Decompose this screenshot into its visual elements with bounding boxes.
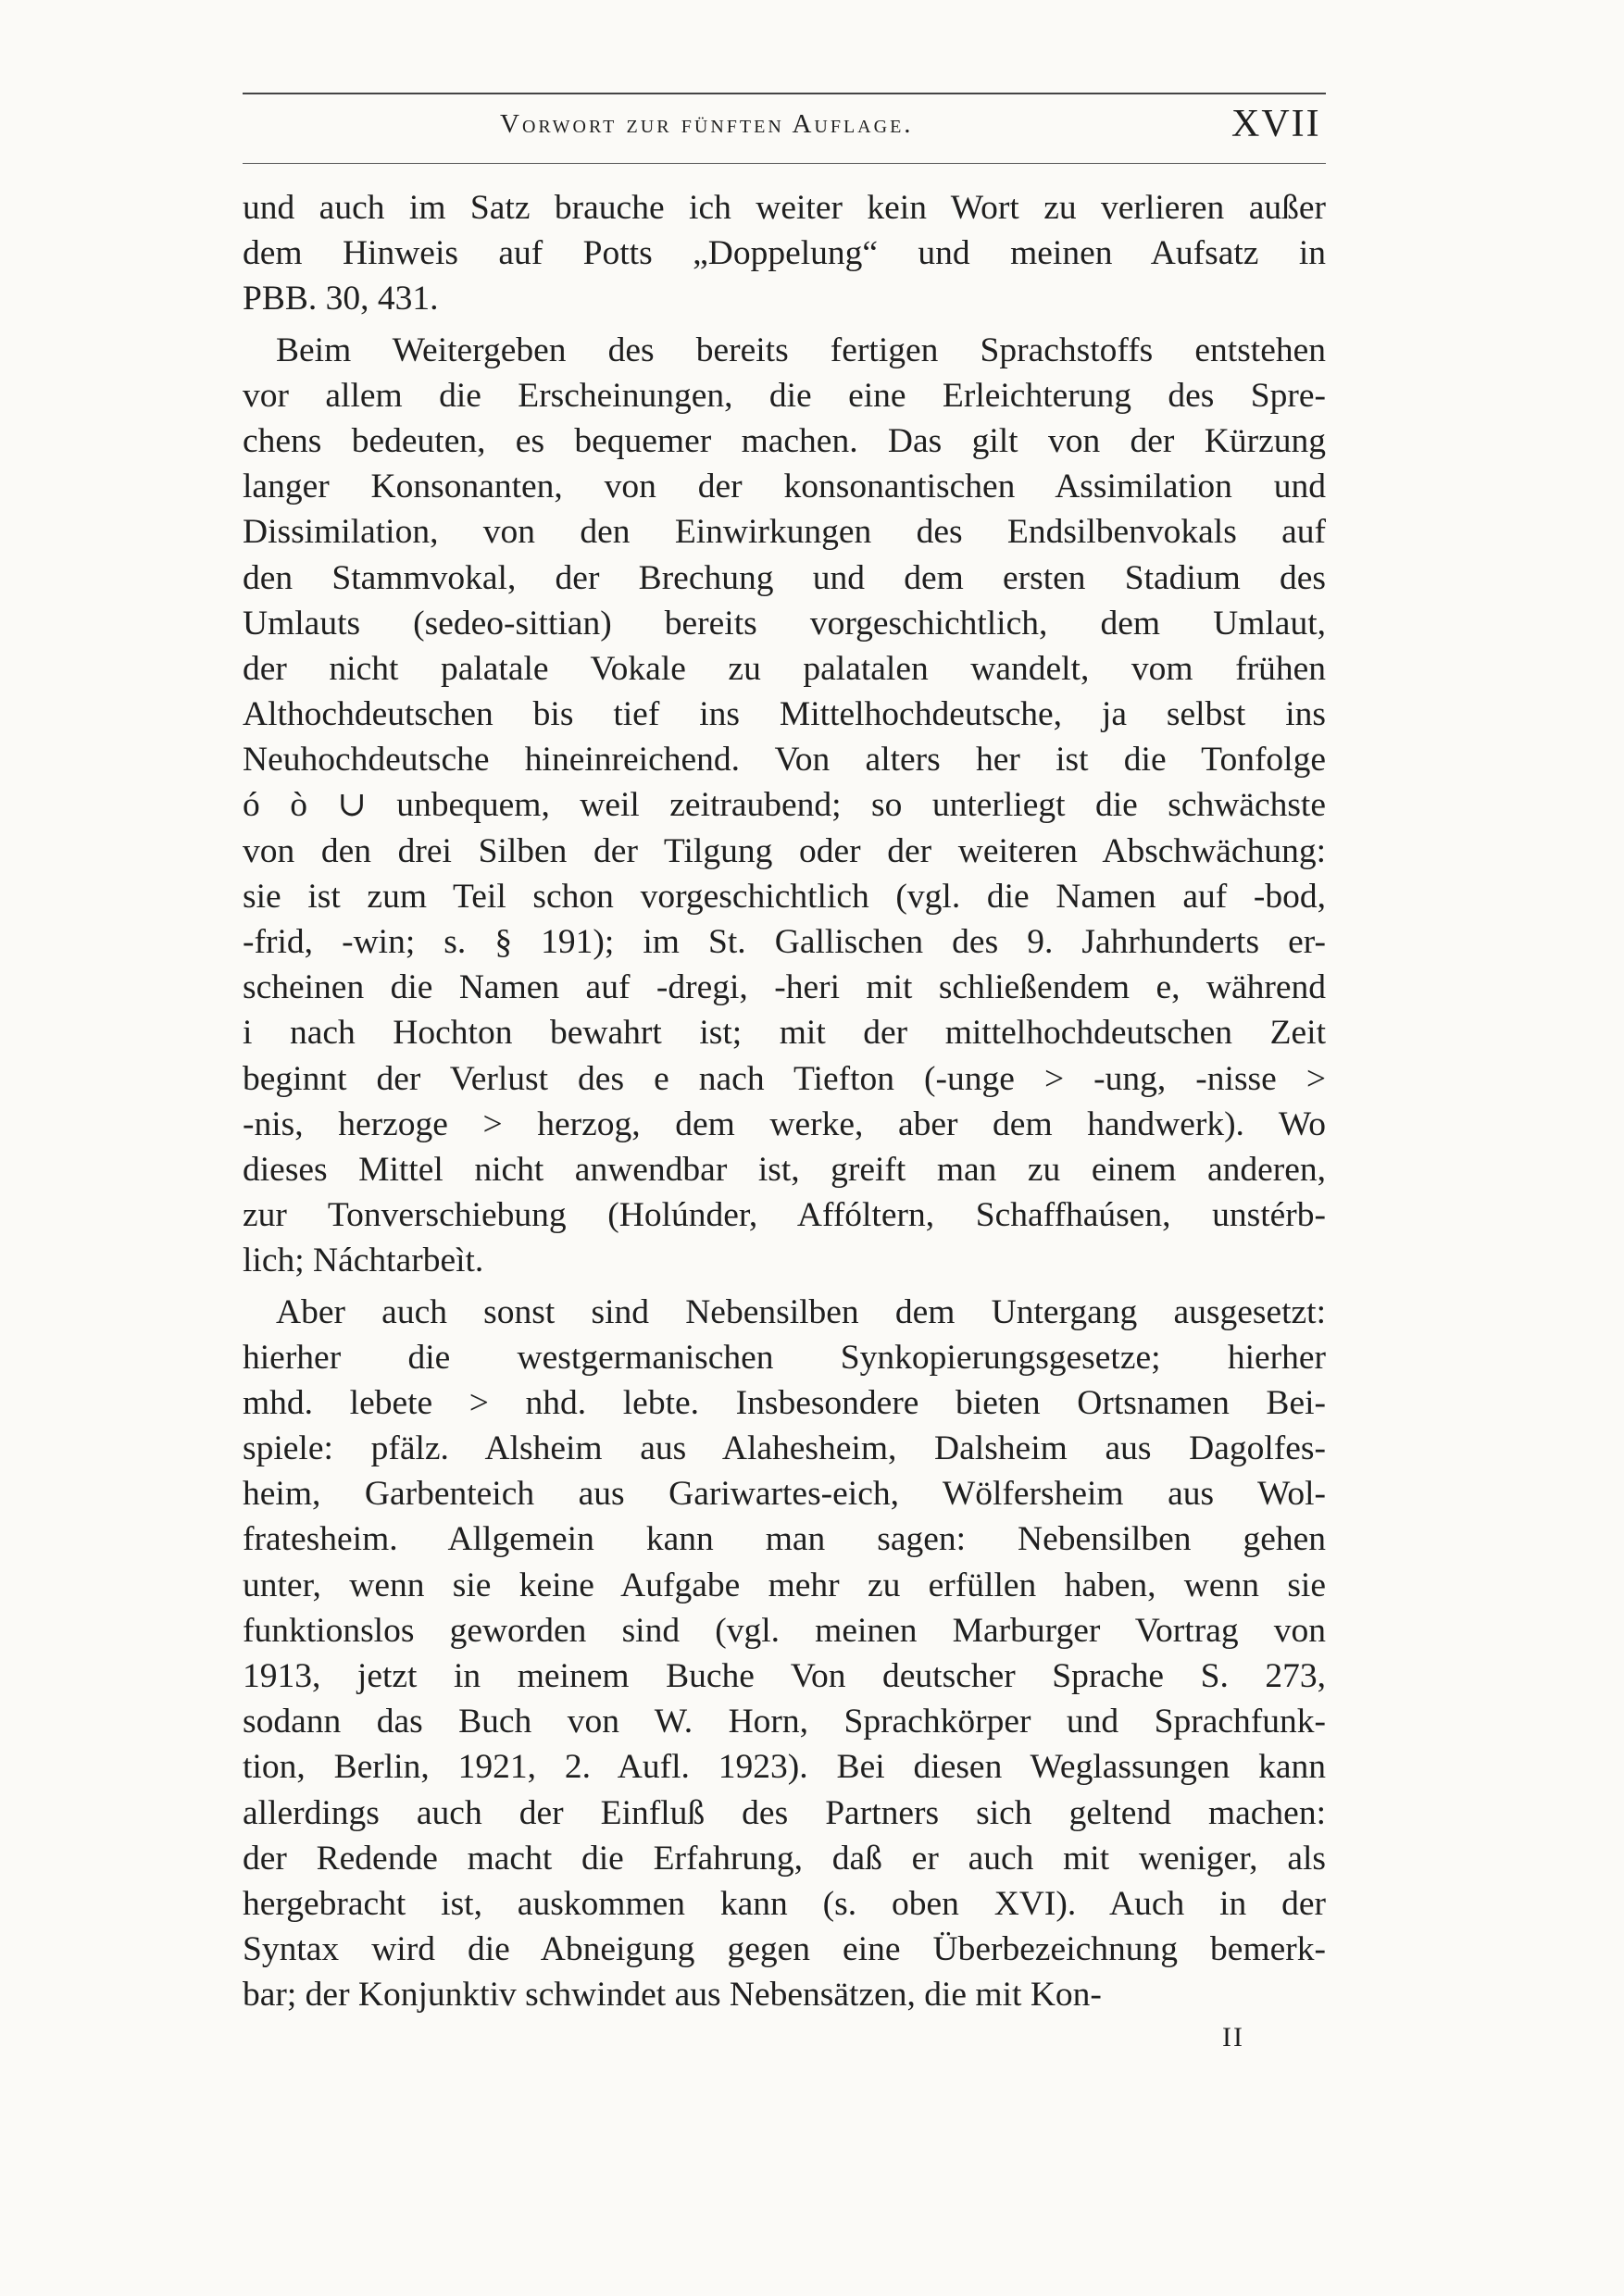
- text-line: dem Hinweis auf Potts „Doppelung“ und meinen Aufsatz in: [243, 234, 1326, 273]
- text-line: Syntax wird die Abneigung gegen eine Überbezeichnung bemerk-: [243, 1930, 1326, 1969]
- text-line: spiele: pfälz. Alsheim aus Alahesheim, Dalsheim aus Dagolfes-: [243, 1429, 1326, 1468]
- text-line: 1913, jetzt in meinem Buche Von deutscher Sprache S. 273,: [243, 1657, 1326, 1695]
- text-line: ó ò ∪ unbequem, weil zeitraubend; so unterliegt die schwächste: [243, 786, 1326, 825]
- paragraph: [243, 328, 1326, 1284]
- top-rule: [243, 93, 1326, 94]
- text-line: mhd. lebete > nhd. lebte. Insbesondere bieten Ortsnamen Bei-: [243, 1383, 1326, 1422]
- text-line: und auch im Satz brauche ich weiter kein Wort zu verlieren außer: [243, 189, 1326, 227]
- text-line: der nicht palatale Vokale zu palatalen wandelt, vom frühen: [243, 649, 1326, 688]
- text-line: bar; der Konjunktiv schwindet aus Nebensätzen, die mit Kon-: [243, 1976, 1102, 2015]
- page-number: XVII: [1231, 103, 1321, 145]
- text-line: Dissimilation, von den Einwirkungen des Endsilbenvokals auf: [243, 513, 1326, 552]
- text-line: tion, Berlin, 1921, 2. Aufl. 1923). Bei diesen Weglassungen kann: [243, 1748, 1326, 1787]
- text-line: unter, wenn sie keine Aufgabe mehr zu erfüllen haben, wenn sie: [243, 1566, 1326, 1604]
- text-line: heim, Garbenteich aus Gariwartes-eich, Wölfersheim aus Wol-: [243, 1475, 1326, 1514]
- text-line: dieses Mittel nicht anwendbar ist, greift man zu einem anderen,: [243, 1150, 1326, 1189]
- text-line: von den drei Silben der Tilgung oder der weiteren Abschwächung:: [243, 831, 1326, 870]
- text-line: sie ist zum Teil schon vorgeschichtlich (vgl. die Namen auf -bod,: [243, 877, 1326, 916]
- text-line: funktionslos geworden sind (vgl. meinen Marburger Vortrag von: [243, 1611, 1326, 1650]
- text-line: langer Konsonanten, von der konsonantischen Assimilation und: [243, 468, 1326, 506]
- text-line: Neuhochdeutsche hineinreichend. Von alters her ist die Tonfolge: [243, 741, 1326, 780]
- body-text: [243, 185, 1326, 2018]
- text-line: lich; Náchtarbeìt.: [243, 1242, 484, 1280]
- paragraph: [243, 185, 1326, 322]
- text-line: Umlauts (sedeo-sittian) bereits vorgeschichtlich, dem Umlaut,: [243, 604, 1326, 643]
- text-line: chens bedeuten, es bequemer machen. Das gilt von der Kürzung: [243, 421, 1326, 460]
- header-rule: [243, 163, 1326, 164]
- text-line: hergebracht ist, auskommen kann (s. oben XVI). Auch in der: [243, 1884, 1326, 1923]
- text-line: fratesheim. Allgemein kann man sagen: Nebensilben gehen: [243, 1520, 1326, 1559]
- text-line: PBB. 30, 431.: [243, 280, 439, 318]
- text-line: den Stammvokal, der Brechung und dem ersten Stadium des: [243, 558, 1326, 597]
- text-line: allerdings auch der Einfluß des Partners sich geltend machen:: [243, 1793, 1326, 1832]
- text-line: -nis, herzoge > herzog, dem werke, aber dem handwerk). Wo: [243, 1104, 1326, 1143]
- text-line: beginnt der Verlust des e nach Tiefton (-unge > -ung, -nisse >: [243, 1059, 1326, 1098]
- text-line: scheinen die Namen auf -dregi, -heri mit schließendem e, während: [243, 968, 1326, 1007]
- paragraph: [243, 1290, 1326, 2018]
- text-line: Althochdeutschen bis tief ins Mittelhochdeutsche, ja selbst ins: [243, 695, 1326, 734]
- signature-mark: II: [1222, 2022, 1244, 2053]
- text-line: Beim Weitergeben des bereits fertigen Sprachstoffs entstehen: [276, 331, 1326, 369]
- text-line: -frid, -win; s. § 191); im St. Gallischen des 9. Jahrhunderts er-: [243, 923, 1326, 961]
- text-line: sodann das Buch von W. Horn, Sprachkörper und Sprachfunk-: [243, 1703, 1326, 1741]
- text-line: i nach Hochton bewahrt ist; mit der mittelhochdeutschen Zeit: [243, 1014, 1326, 1053]
- text-line: der Redende macht die Erfahrung, daß er auch mit weniger, als: [243, 1839, 1326, 1878]
- text-line: zur Tonverschiebung (Holúnder, Affóltern, Schaffhaúsen, unstérb-: [243, 1196, 1326, 1235]
- text-line: Aber auch sonst sind Nebensilben dem Untergang ausgesetzt:: [276, 1292, 1326, 1331]
- running-head: Vorwort zur fünften Auflage.: [500, 109, 914, 139]
- text-line: vor allem die Erscheinungen, die eine Erleichterung des Spre-: [243, 376, 1326, 415]
- text-line: hierher die westgermanischen Synkopierungsgesetze; hierher: [243, 1338, 1326, 1377]
